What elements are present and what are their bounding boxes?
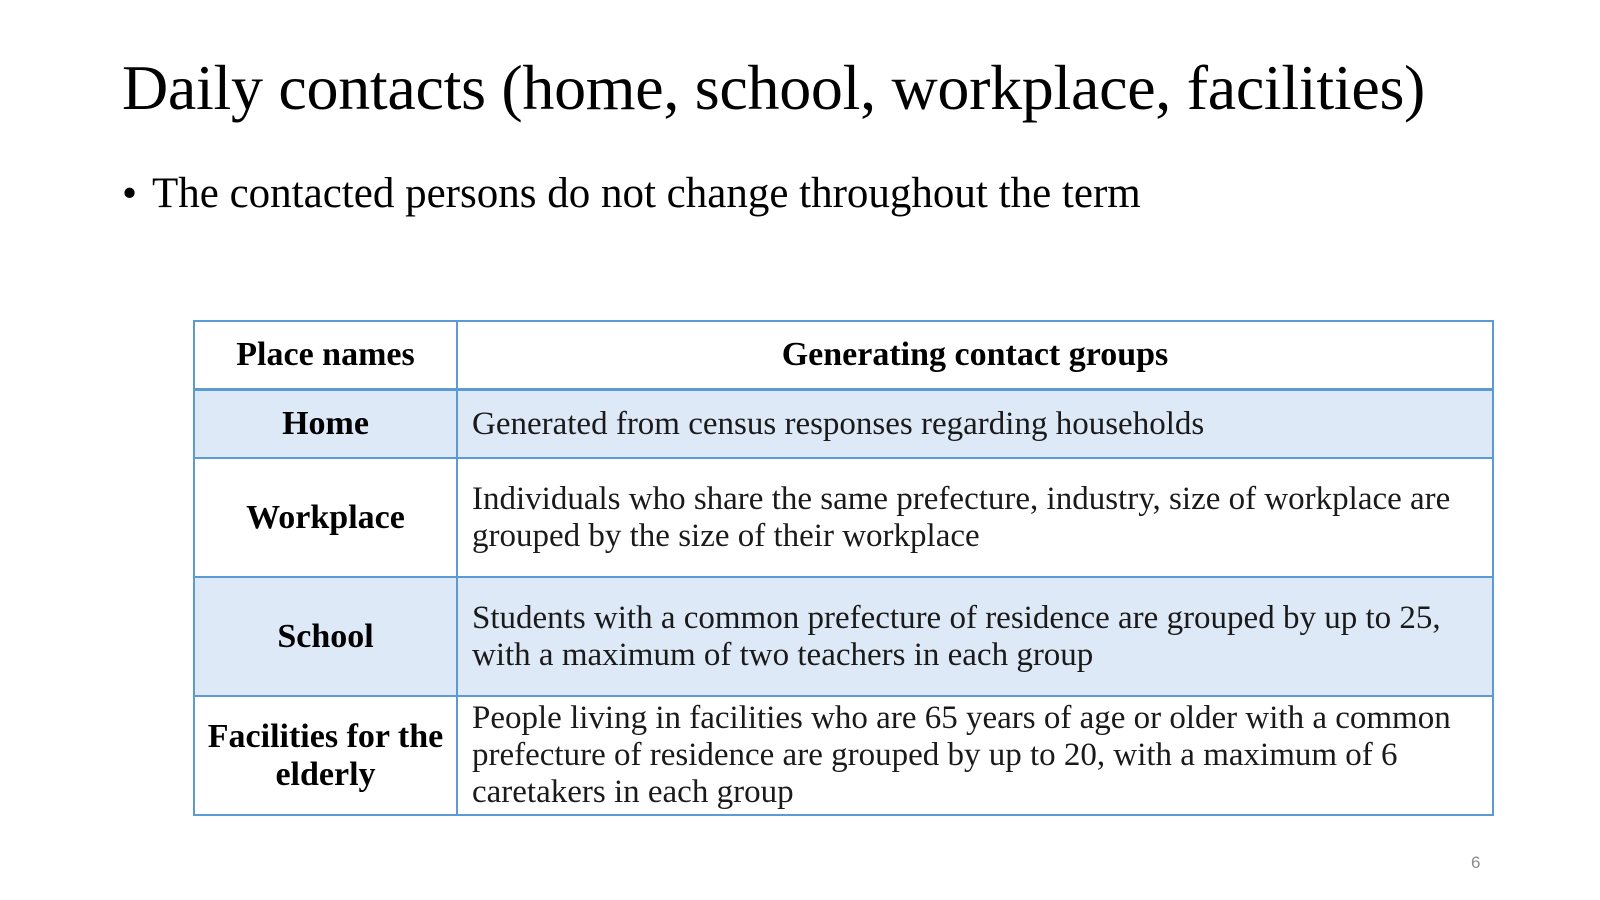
table-row: [194, 577, 1493, 696]
page-number: 6: [1471, 853, 1481, 872]
description-cell-home: Generated from census responses regarding households: [457, 390, 1493, 459]
header-place-names: Place names: [194, 321, 457, 390]
table-row: [194, 696, 1493, 815]
contact-groups-table: [193, 320, 1494, 816]
header-generating-contact-groups: Generating contact groups: [457, 321, 1493, 390]
slide-title: Daily contacts (home, school, workplace, facilities): [122, 52, 1426, 123]
place-cell-workplace: Workplace: [194, 458, 457, 577]
bullet-text: The contacted persons do not change throughout the term: [152, 170, 1141, 217]
bullet-icon: •: [122, 170, 138, 217]
table-header-row: [194, 321, 1493, 390]
place-cell-home: Home: [194, 390, 457, 459]
description-cell-workplace: Individuals who share the same prefecture, industry, size of workplace are grouped by the size of their workplace: [457, 458, 1493, 577]
table-row: [194, 390, 1493, 459]
description-cell-school: Students with a common prefecture of residence are grouped by up to 25, with a maximum of two teachers in each group: [457, 577, 1493, 696]
description-cell-elderly-facilities: People living in facilities who are 65 years of age or older with a common prefecture of residence are grouped by up to 20, with a maximum of 6 caretakers in each group: [457, 696, 1493, 815]
bullet-item: [122, 166, 1141, 222]
place-cell-elderly-facilities: Facilities for the elderly: [194, 696, 457, 815]
place-cell-school: School: [194, 577, 457, 696]
table-row: [194, 458, 1493, 577]
